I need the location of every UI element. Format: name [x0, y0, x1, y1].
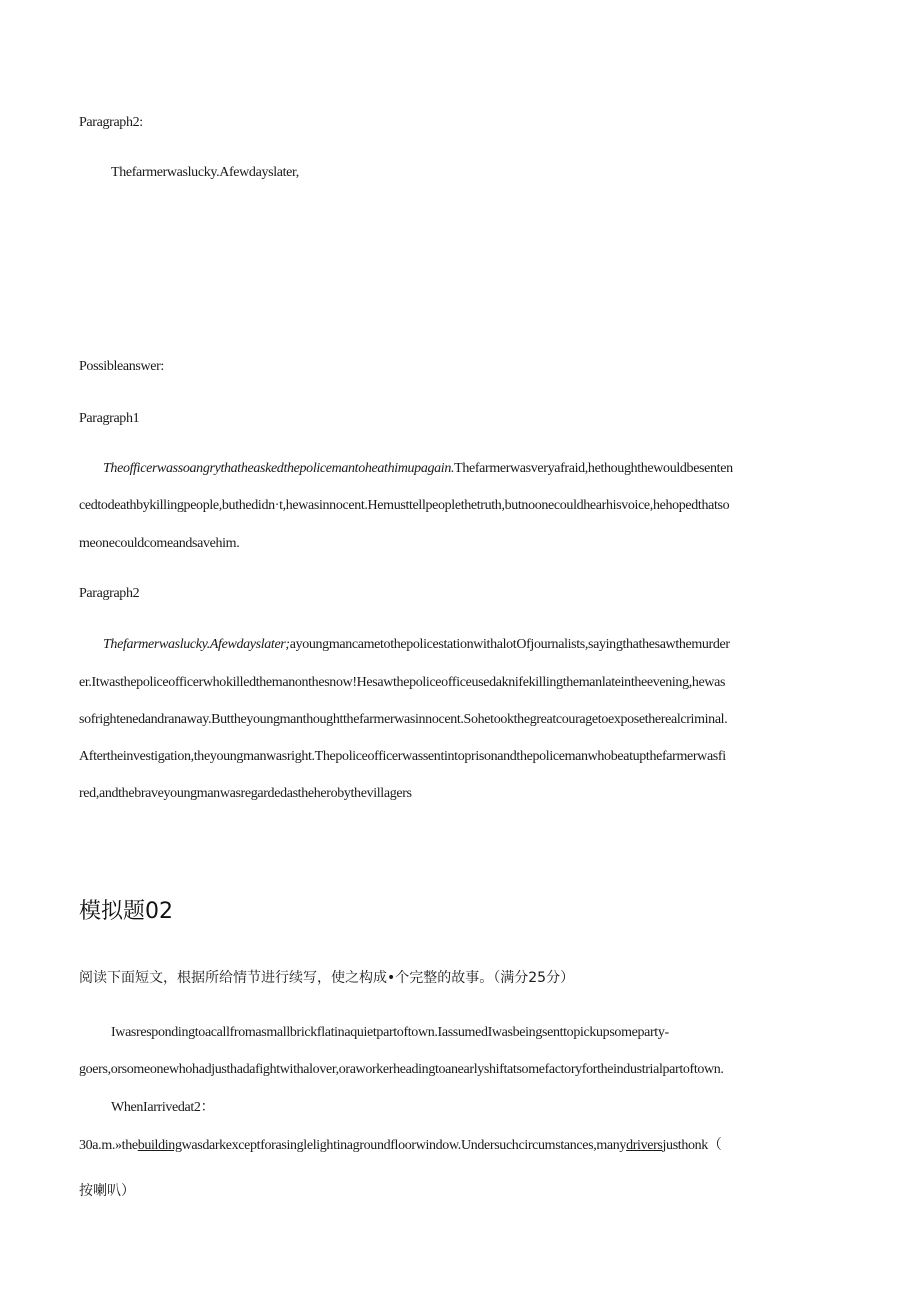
underlined-word-building: building — [137, 1138, 182, 1153]
story-line-3: WhenIarrivedat2： — [111, 1100, 215, 1115]
paragraph1-line-3: meonecouldcomeandsavehim. — [79, 536, 240, 551]
story-line-4 — [79, 1137, 722, 1155]
story-line-1: Iwasrespondingtoacallfromasmallbrickflatinaquietpartoftown.IassumedIwasbeingsenttopickupsomeparty- — [111, 1025, 669, 1040]
paragraph1-italic-opening: Theofficerwassoangrythatheaskedthepolicemantoheathimupagain. — [103, 461, 455, 476]
story-line-2: goers,orsomeonewhohadjusthadafightwithalover,oraworkerheadingtoanearlyshiftatsomefactoryfortheindustrialpartoftown. — [79, 1062, 724, 1077]
story-line-4-part-b: wasdarkexceptforasinglelightinagroundfloorwindow.Undersuchcircumstances,many — [181, 1138, 627, 1153]
paragraph2-line-4: Aftertheinvestigation,theyoungmanwasright.Thepoliceofficerwassentintoprisonandthepolicemanwhobeatupthefarmerwasfi — [79, 749, 726, 764]
instruction-text: 阅读下面短文，根据所给情节进行续写，使之构成•个完整的故事。（满分25分） — [79, 970, 575, 986]
section-heading: 模拟题02 — [79, 899, 173, 924]
paragraph1-line-2: cedtodeathbykillingpeople,buthedidn·t,hewasinnocent.Hemusttellpeoplethetruth,butnoonecouldhearhisvoice,hehopedthatso — [79, 498, 730, 513]
paragraph2-start: Thefarmerwaslucky.Afewdayslater, — [111, 165, 299, 180]
paragraph2-line-5: red,andthebraveyoungmanwasregardedastheherobythevillagers — [79, 786, 412, 801]
story-line-5: 按喇叭） — [79, 1183, 135, 1199]
paragraph1-label: Paragraph1 — [79, 411, 140, 426]
paragraph2-label: Paragraph2: — [79, 115, 143, 130]
underlined-word-drivers: drivers — [626, 1138, 663, 1153]
paragraph2-line-1-text: ayoungmancametothepolicestationwithalotOfjournalists,sayingthathesawthemurder — [289, 637, 730, 652]
paragraph2-line-1 — [103, 636, 730, 654]
paragraph1-line-1-text: Thefarmerwasveryafraid,hethoughthewouldbesenten — [454, 461, 733, 476]
story-line-4-part-c: justhonk（ — [662, 1138, 722, 1153]
possible-answer-label: Possibleanswer: — [79, 359, 164, 374]
paragraph2-italic-opening: Thefarmerwaslucky.Afewdayslater; — [103, 637, 290, 652]
paragraph1-line-1 — [103, 460, 839, 478]
story-line-4-part-a: 30a.m.»the — [79, 1138, 138, 1153]
paragraph2-answer-label: Paragraph2 — [79, 586, 140, 601]
paragraph2-line-3: sofrightenedandranaway.Buttheyoungmanthoughtthefarmerwasinnocent.Sohetookthegreatcouragetoexposetherealcriminal. — [79, 712, 728, 727]
paragraph2-line-2: er.Itwasthepoliceofficerwhokilledthemanonthesnow!Hesawthepoliceofficeusedaknifekillingthemanlateintheevening,hewas — [79, 675, 726, 690]
